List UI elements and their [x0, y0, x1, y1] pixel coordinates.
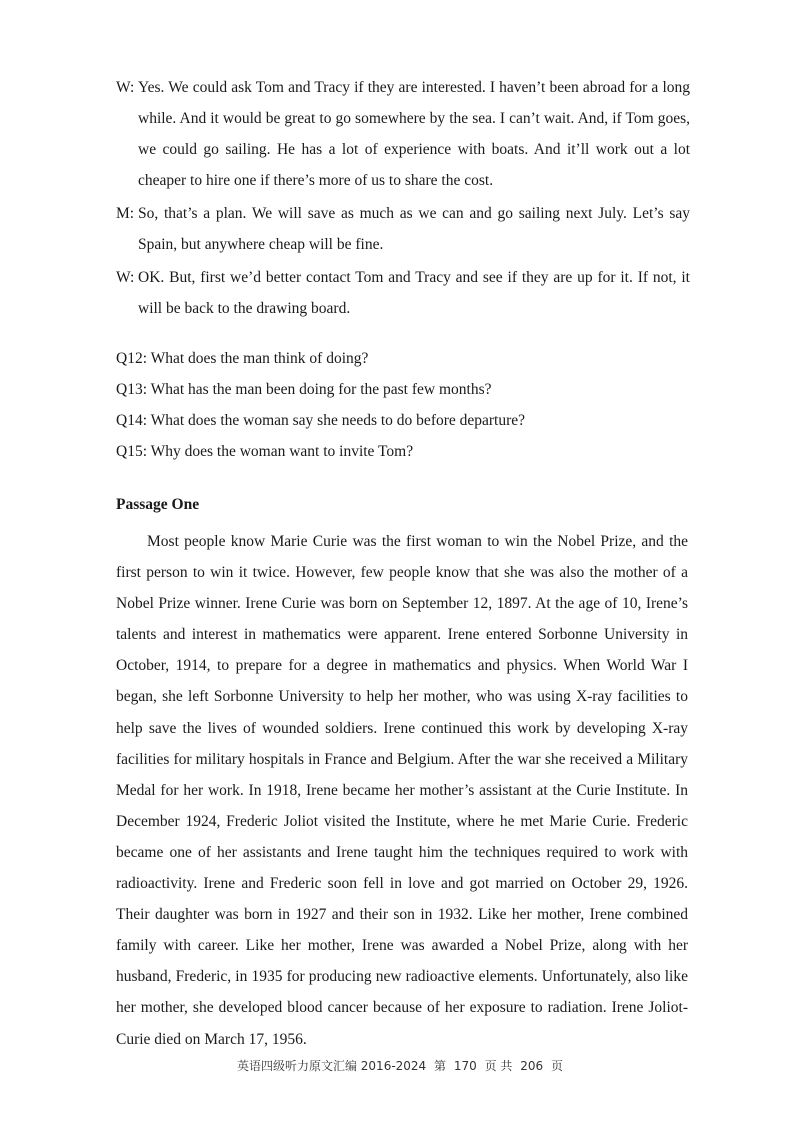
passage-text: Most people know Marie Curie was the first woman to win the Nobel Prize, and the first person to win it twice. However, few people know that she was also the mother of a Nobel Prize winner. Irene Curie was born on September 12, 1897. At the age of 10, Irene’s talents and interest in mathematics were apparent. Irene entered Sorbonne University in October, 1914, to prepare for a degree in mathematics and physics. When World War I began, she left Sorbonne University to help her mother, who was using X-ray facilities to help save the lives of wounded soldiers. Irene continued this work by developing X-ray facilities for military hospitals in France and Belgium. After the war she received a Military Medal for her work. In 1918, Irene became her mother’s assistant at the Curie Institute. In December 1924, Frederic Joliot visited the Institute, where he met Marie Curie. Frederic became one of her assistants and Irene taught him the techniques required to work with radioactivity. Irene and Frederic soon fell in love and got married on October 29, 1926. Their daughter was born in 1927 and their son in 1932. Like her mother, Irene combined family with career. Like her mother, Irene was awarded a Nobel Prize, along with her husband, Frederic, in 1935 for producing new radioactive elements. Unfortunately, also like her mother, she developed blood cancer because of her exposure to radiation. Irene Joliot-Curie died on March 17, 1956.: [116, 533, 688, 1048]
footer-page-prefix: 第: [434, 1059, 447, 1073]
question-list: [116, 343, 690, 467]
utterance-text: Yes. We could ask Tom and Tracy if they are interested. I haven’t been abroad for a long while. And it would be great to go somewhere by the sea. I can’t wait. And, if Tom goes, we could go sailing. He has a lot of experience with boats. And it’ll work out a lot cheaper to hire one if there’s more of us to share the cost.: [138, 79, 690, 189]
footer-page-suffix: 页: [551, 1059, 564, 1073]
dialogue-turn: [116, 198, 690, 260]
footer-page-number: 170: [453, 1059, 477, 1073]
speaker-label: M:: [116, 205, 135, 222]
page-footer: [0, 1057, 800, 1074]
question-item: Q14: What does the woman say she needs to do before departure?: [116, 412, 526, 429]
footer-total-pages: 206: [520, 1059, 544, 1073]
section-title: Passage One: [116, 496, 200, 513]
speaker-label: W:: [116, 79, 135, 96]
footer-page-mid: 页 共: [484, 1059, 513, 1073]
question-item: Q15: Why does the woman want to invite Tom?: [116, 443, 414, 460]
dialogue: [116, 72, 690, 326]
utterance-text: OK. But, first we’d better contact Tom and Tracy and see if they are up for it. If not, it will be back to the drawing board.: [138, 269, 690, 317]
question-item: Q13: What has the man been doing for the past few months?: [116, 381, 492, 398]
dialogue-turn: [116, 262, 690, 324]
question-item: Q12: What does the man think of doing?: [116, 350, 369, 367]
dialogue-turn: [116, 72, 690, 196]
utterance-text: So, that’s a plan. We will save as much as we can and go sailing next July. Let’s say Spain, but anywhere cheap will be fine.: [138, 205, 690, 253]
footer-title: 英语四级听力原文汇编 2016-2024: [236, 1059, 427, 1073]
speaker-label: W:: [116, 269, 135, 286]
